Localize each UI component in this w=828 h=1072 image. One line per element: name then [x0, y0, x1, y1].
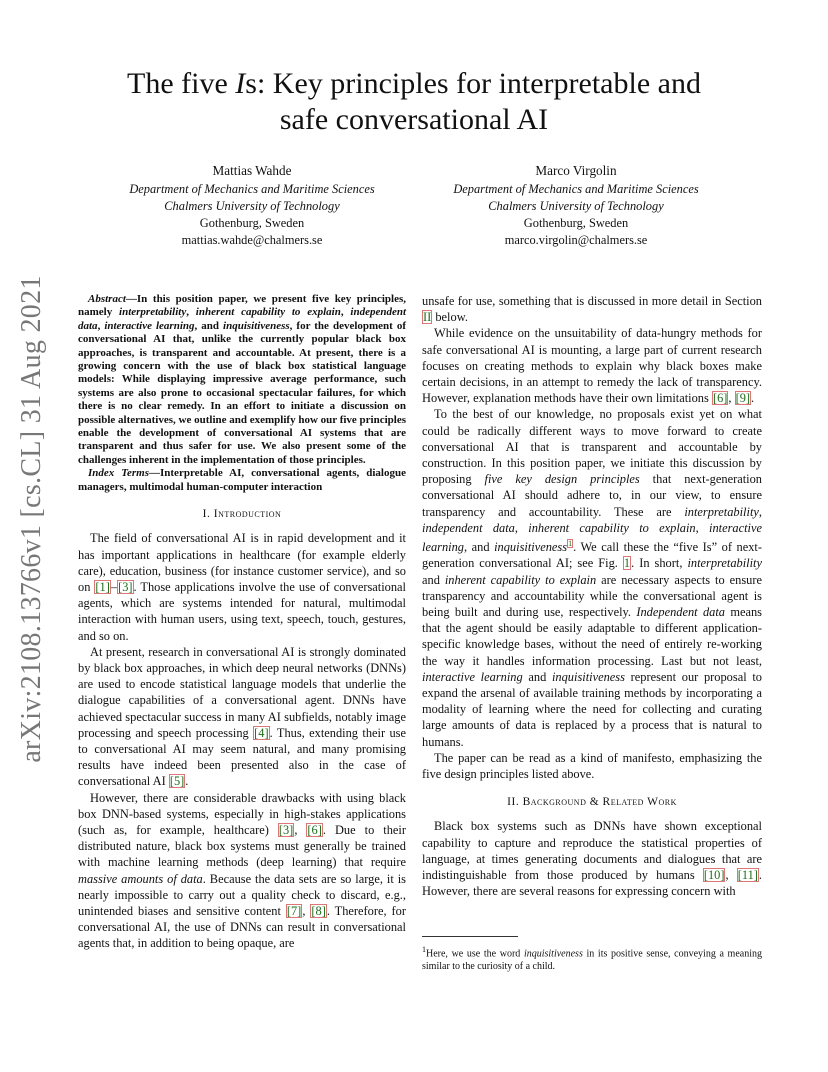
body-text: . However, there are several reasons for expressing concern with [422, 868, 763, 899]
abstract-text: , and [194, 319, 224, 332]
body-text: . Those applications involve the use of conversational agents, which are systems intended for natural, multimodal interaction with human users, using text, speech, touch, gestures, and so on. [78, 579, 406, 643]
title-italic-i: I [235, 67, 246, 100]
index-terms-text: —Interpretable AI, conversational agents, dialogue managers, multimodal human-computer interaction [78, 467, 406, 493]
author-city: Gothenburg, Sweden [523, 216, 629, 230]
body-paragraph [78, 790, 406, 952]
body-text: . [185, 774, 189, 789]
footnote-text: Here, we use the word [426, 948, 524, 960]
footnote-emphasis: inquisitiveness [523, 948, 583, 960]
abstract [78, 293, 406, 494]
body-paragraph [422, 406, 762, 749]
body-text: To the best of our knowledge, no proposals exist yet on what could be radically different ways to move forward to create conversational AI that is transparent and accountable by construction. In this position paper, we initiate this discussion by proposing [422, 407, 762, 487]
citation-link[interactable]: [1] [95, 579, 110, 594]
body-text: . Due to their distributed nature, black box systems must generally be trained with machine learning methods (deep learning) that require [78, 822, 406, 870]
body-paragraph [422, 818, 762, 899]
paper-title [60, 66, 768, 138]
body-paragraph [78, 530, 406, 643]
title-text: The five [127, 67, 236, 100]
body-emphasis: Independent data [636, 604, 725, 619]
body-text: . Thus, extending their use to conversational AI may seem natural, and many promising results have indeed been presented also in the case of conversational AI [78, 725, 407, 789]
author-university: Chalmers University of Technology [164, 199, 340, 213]
body-text: , [758, 504, 762, 519]
body-emphasis: interactive learning [422, 669, 523, 684]
right-column [422, 293, 762, 899]
author-block-2 [416, 162, 736, 249]
abstract-paragraph [78, 293, 406, 467]
body-text: . In short, [631, 556, 688, 571]
body-text: , [294, 822, 307, 837]
body-text: below. [432, 310, 468, 325]
title-line-2: safe conversational AI [279, 103, 549, 136]
body-paragraph [422, 325, 762, 406]
author-email[interactable]: mattias.wahde@chalmers.se [181, 233, 323, 247]
figure-link[interactable]: 1 [623, 556, 631, 571]
abstract-emphasis: interpretability [119, 306, 187, 319]
section-heading-introduction: I. Introduction [202, 508, 282, 521]
author-city: Gothenburg, Sweden [199, 216, 305, 230]
abstract-text: , [186, 306, 196, 319]
citation-link[interactable]: [3] [278, 822, 294, 837]
title-text: s: Key principles for interpretable and [245, 67, 701, 100]
body-text: are necessary aspects to ensure transparency and accountability while the conversational agent is being built and during use, respectively. [422, 572, 762, 619]
body-text: , [725, 868, 737, 883]
body-emphasis: inherent capability to explain [444, 572, 597, 587]
author-name: Mattias Wahde [212, 163, 292, 178]
body-text: unsafe for use, something that is discussed in more detail in Section [422, 294, 762, 308]
citation-link[interactable]: [10] [703, 868, 725, 883]
abstract-emphasis: independent data [78, 306, 407, 332]
body-text: . Therefore, for conversational AI, the use of DNNs can result in conversational agents that, in addition to being opaque, are [78, 903, 407, 951]
body-text: , [302, 903, 311, 918]
section-link[interactable]: II [423, 310, 432, 325]
body-emphasis: interpretability [684, 504, 759, 519]
body-text: , [695, 520, 710, 535]
body-text: At present, research in conversational AI is strongly dominated by black box approaches, in which deep neural networks (DNNs) are used to encode statistical language models that underlie the dialogue capabilities of a conversational agent. DNNs have achieved spectacular success in many AI subfields, notably image processing and speech processing [78, 644, 406, 740]
author-name: Marco Virgolin [535, 163, 617, 178]
author-block-1 [92, 162, 412, 249]
body-text: and [422, 572, 445, 587]
body-text: – [110, 579, 118, 594]
body-text: Black box systems such as DNNs have shown exceptional capability to capture and reproduce the statistical properties of language, at times generating documents and dialogues that are indistinguishable from those produced by humans [422, 819, 762, 883]
citation-link[interactable]: [6] [307, 822, 322, 837]
title-line-1 [60, 66, 768, 102]
author-email[interactable]: marco.virgolin@chalmers.se [504, 233, 648, 247]
citation-link[interactable]: [7] [286, 903, 302, 918]
body-emphasis: massive amounts of data [78, 871, 203, 886]
abstract-text: , [340, 306, 351, 319]
body-text: , [514, 520, 529, 535]
body-emphasis: independent data [422, 520, 515, 535]
citation-link[interactable]: [6] [712, 391, 728, 406]
abstract-emphasis: interactive learning [104, 319, 195, 332]
body-paragraph: The paper can be read as a kind of manifesto, emphasizing the five design principles listed above. [422, 750, 762, 782]
citation-link[interactable]: [4] [254, 725, 269, 740]
footnote-link[interactable]: 1 [568, 539, 573, 549]
footnote-mark: 1 [422, 945, 426, 954]
body-emphasis: inquisitiveness [494, 540, 568, 555]
body-emphasis: five key design principles [484, 472, 640, 487]
body-text: While evidence on the unsuitability of data-hungry methods for safe conversational AI is mounting, a large part of current research focuses on creating methods to explain why black boxes make certain decisions, in an attempt to remedy the lack of transparency. However, explanation methods have their own limitations [422, 326, 762, 406]
citation-link[interactable]: [3] [118, 579, 133, 594]
body-text: . [751, 391, 755, 406]
footnote [422, 944, 762, 974]
arxiv-identifier [12, 275, 52, 763]
citation-link[interactable]: [8] [311, 903, 326, 918]
body-text: means that the agent should be easily adaptable to different application-specific knowledge bases, without the need of entirely re-working the way it handles information processing. Last but not least, [422, 604, 762, 668]
citation-link[interactable]: [9] [735, 391, 751, 406]
citation-link[interactable]: [5] [169, 774, 185, 789]
body-text: that next-generation conversational AI should adhere to, in our view, to ensure transparency and accountability. These are [422, 472, 762, 519]
left-column [78, 293, 406, 952]
footnote-divider [422, 936, 518, 937]
body-text: , and [464, 540, 495, 555]
abstract-text: —In this position paper, we present five key principles, namely [78, 293, 406, 319]
body-text: However, there are considerable drawbacks with using black box DNN-based systems, especially in high-stakes applications (such as, for example, healthcare) [78, 790, 406, 837]
abstract-emphasis: inquisitiveness [223, 319, 290, 332]
section-heading-background: II. Background & Related Work [507, 796, 677, 809]
index-terms [78, 467, 406, 494]
body-emphasis: inherent capability to explain [528, 520, 696, 535]
abstract-text: , [97, 319, 105, 332]
body-paragraph [78, 644, 406, 790]
index-terms-label: Index Terms [88, 467, 149, 480]
abstract-label: Abstract [88, 293, 126, 305]
citation-link[interactable]: [11] [737, 868, 758, 883]
body-text: , [728, 391, 735, 406]
body-paragraph [422, 293, 762, 325]
abstract-text: , for the development of conversational AI that, unlike the currently popular black box approaches, is transparent and accountable. At present, there is a growing concern with the use of black box statistical language models: While displaying impressive average performance, such systems are also prone to occasional spectacular failures, for which there is no clear remedy. In an effort to initiate a discussion on possible alternatives, we outline and exemplify how our five principles enable the development of conversational AI systems that are transparent and thus safer for use. We also present some of the challenges inherent in the implementation of those principles. [78, 319, 407, 466]
author-university: Chalmers University of Technology [488, 199, 664, 213]
body-text: and [522, 669, 552, 684]
author-department: Department of Mechanics and Maritime Sciences [129, 182, 375, 196]
body-text: represent our proposal to expand the arsenal of available training methods by incorporating a modality of learning where the need for collecting and curating large amounts of data is replaced by a process that is natural to humans. [422, 669, 762, 749]
body-text: . We call these the “five Is” of next-generation conversational AI; see Fig. [422, 540, 763, 571]
author-department: Department of Mechanics and Maritime Sciences [453, 182, 699, 196]
body-emphasis: inquisitiveness [551, 669, 625, 684]
abstract-emphasis: inherent capability to explain [195, 306, 341, 319]
arxiv-identifier-text: arXiv:2108.13766v1 [cs.CL] 31 Aug 2021 [16, 275, 47, 763]
footnote-text: in its positive sense, conveying a meaning similar to the curiosity of a child. [422, 948, 762, 972]
body-emphasis: interactive learning [422, 520, 762, 555]
body-text: The field of conversational AI is in rapid development and it has important applications in healthcare (for example elderly care), education, business (for instance customer service), and so on [78, 531, 406, 594]
body-emphasis: interpretability [687, 556, 762, 571]
body-text: . Because the data sets are so large, it is nearly impossible to carry out a quality check to discard, e.g., unintended biases and sensitive content [78, 871, 406, 918]
